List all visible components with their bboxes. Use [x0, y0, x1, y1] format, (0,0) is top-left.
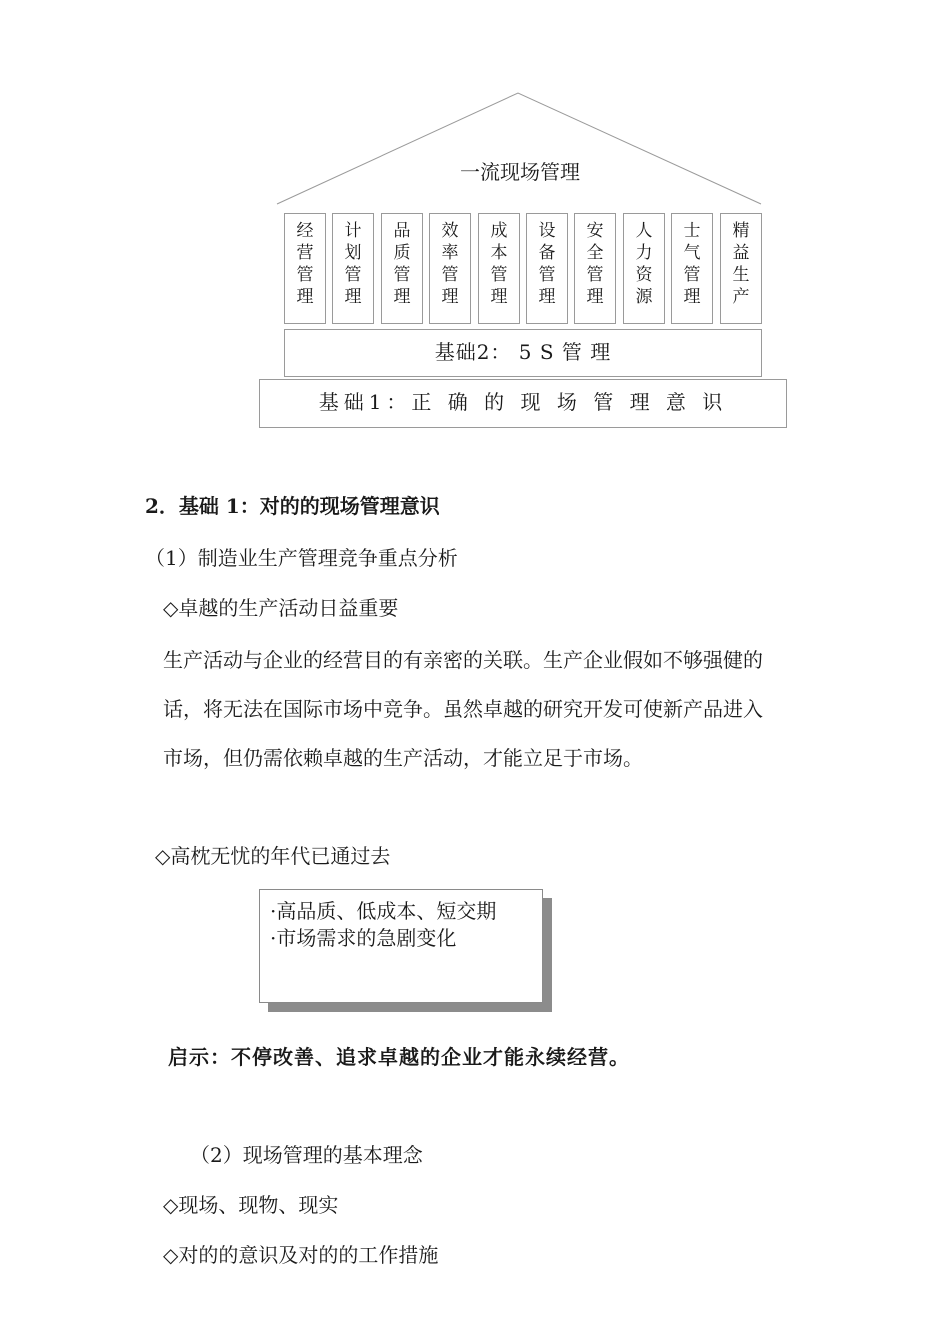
pillar-char: 管 [538, 265, 556, 285]
pillar-5 [478, 213, 520, 324]
pillar-char: 理 [441, 287, 459, 307]
pillar-char: 理 [586, 287, 604, 307]
subheading-2: （2）现场管理的基本理念 [190, 1143, 423, 1167]
pillar-char: 理 [344, 287, 362, 307]
pillar-char: 率 [441, 243, 459, 263]
foundation-1: 基础1：正 确 的 现 场 管 理 意 识 [259, 379, 787, 428]
pillar-char: 效 [441, 221, 459, 241]
pillar-8 [623, 213, 665, 324]
foundation-2: 基础2： 5 S 管 理 [284, 329, 762, 377]
pillar-char: 管 [441, 265, 459, 285]
bullet-three-real: ◇现场、现物、现实 [163, 1193, 339, 1217]
pillar-7 [574, 213, 616, 324]
pillar-char: 本 [490, 243, 508, 263]
pillar-char: 管 [344, 265, 362, 285]
pillar-char: 生 [732, 265, 750, 285]
pillar-10 [720, 213, 762, 324]
pillar-char: 计 [344, 221, 362, 241]
pillar-char: 益 [732, 243, 750, 263]
pillar-4 [429, 213, 471, 324]
bullet-production-important: ◇卓越的生产活动日益重要 [163, 596, 399, 620]
pillar-char: 资 [635, 265, 653, 285]
bullet-correct-awareness: ◇对的的意识及对的的工作措施 [163, 1243, 439, 1267]
pillar-char: 力 [635, 243, 653, 263]
pillar-6 [526, 213, 568, 324]
bullet-era-passed: ◇高枕无忧的年代已通过去 [155, 844, 391, 868]
body-paragraph: 生产活动与企业的经营目的有亲密的关联。生产企业假如不够强健的话，将无法在国际市场中竞争。虽然卓越的研究开发可使新产品进入市场，但仍需依赖卓越的生产活动，才能立足于市场。 [163, 648, 763, 770]
pillar-2 [332, 213, 374, 324]
pillar-char: 管 [296, 265, 314, 285]
roof-title: 一流现场管理 [460, 160, 580, 184]
pillar-char: 成 [490, 221, 508, 241]
pillar-char: 理 [490, 287, 508, 307]
pillar-char: 管 [683, 265, 701, 285]
pillar-char: 划 [344, 243, 362, 263]
pillar-char: 营 [296, 243, 314, 263]
insight-text: 启示：不停改善、追求卓越的企业才能永续经营。 [168, 1045, 630, 1069]
pillar-char: 理 [393, 287, 411, 307]
pillar-char: 士 [683, 221, 701, 241]
pillar-char: 管 [393, 265, 411, 285]
key-points-box [259, 889, 543, 1003]
pillar-char: 品 [393, 221, 411, 241]
pillar-char: 经 [296, 221, 314, 241]
pillar-3 [381, 213, 423, 324]
pillar-char: 精 [732, 221, 750, 241]
pillar-char: 理 [538, 287, 556, 307]
pillar-char: 理 [296, 287, 314, 307]
pillar-char: 安 [586, 221, 604, 241]
pillar-char: 质 [393, 243, 411, 263]
pillar-char: 源 [635, 287, 653, 307]
pillar-char: 管 [490, 265, 508, 285]
pillar-char: 产 [732, 287, 750, 307]
pillar-char: 理 [683, 287, 701, 307]
pillar-char: 全 [586, 243, 604, 263]
pillar-char: 气 [683, 243, 701, 263]
pillar-1 [284, 213, 326, 324]
pillar-char: 人 [635, 221, 653, 241]
pillar-char: 备 [538, 243, 556, 263]
pillar-9 [671, 213, 713, 324]
subheading-1: （1）制造业生产管理竞争重点分析 [145, 546, 458, 570]
box-line-quality: ·高品质、低成本、短交期 [270, 899, 497, 923]
section-heading: 2．基础 1：对的的现场管理意识 [145, 494, 440, 518]
box-line-market: ·市场需求的急剧变化 [270, 926, 457, 950]
pillar-char: 管 [586, 265, 604, 285]
pillar-char: 设 [538, 221, 556, 241]
